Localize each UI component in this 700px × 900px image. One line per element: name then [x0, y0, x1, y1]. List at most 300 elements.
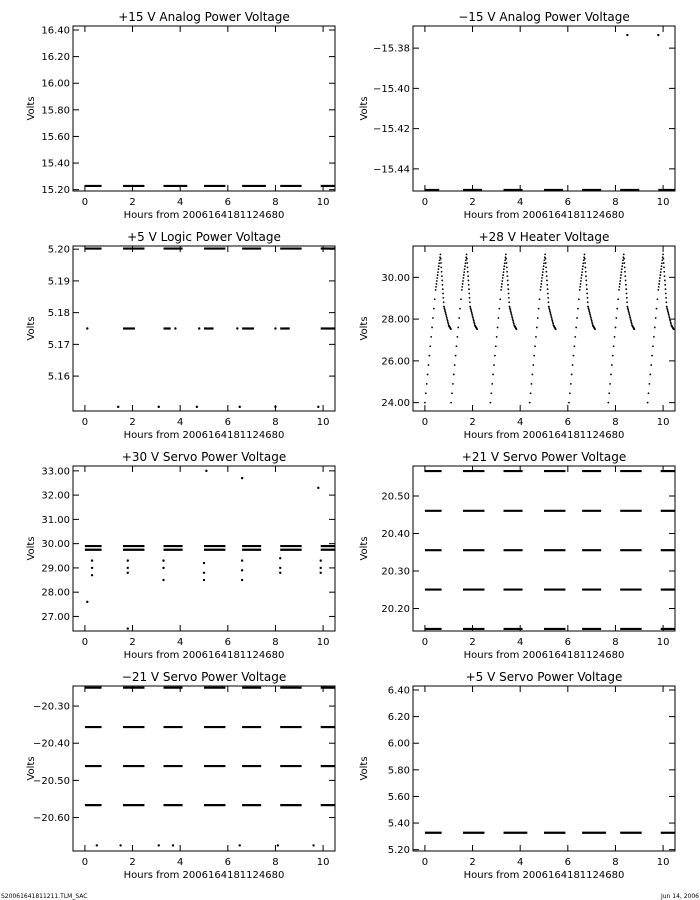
- data-point: [669, 320, 671, 322]
- y-tick-label: 16.00: [41, 78, 70, 90]
- y-tick-label: 20.20: [381, 604, 410, 615]
- x-tick-label: 2: [469, 417, 476, 428]
- data-point: [504, 259, 506, 261]
- data-point: [547, 293, 549, 295]
- data-point: [507, 288, 509, 290]
- data-point: [536, 327, 538, 329]
- y-axis-label: Volts: [359, 536, 370, 561]
- data-point: [470, 310, 472, 312]
- x-axis-label: Hours from 2006164181124680: [463, 210, 625, 221]
- x-tick-label: 2: [129, 197, 136, 208]
- y-tick-label: 30.00: [381, 272, 410, 284]
- data-point: [172, 844, 174, 846]
- data-point: [474, 323, 476, 325]
- data-point: [198, 327, 200, 329]
- data-point: [462, 283, 464, 285]
- data-point: [506, 275, 508, 277]
- data-point: [664, 280, 666, 282]
- data-point: [580, 283, 582, 285]
- data-point: [127, 627, 129, 629]
- data-point: [239, 406, 241, 408]
- data-point: [490, 402, 492, 404]
- data-point: [438, 262, 440, 264]
- data-point: [582, 265, 584, 267]
- data-point: [443, 301, 445, 303]
- data-point: [669, 318, 671, 320]
- data-point: [436, 277, 438, 279]
- data-point: [587, 297, 589, 299]
- data-point: [587, 301, 589, 303]
- x-tick-label: 4: [516, 197, 524, 208]
- data-point: [446, 317, 448, 319]
- data-point: [508, 297, 510, 299]
- data-point: [434, 298, 436, 300]
- data-point: [470, 307, 472, 309]
- y-tick-label: −15.44: [372, 164, 410, 176]
- data-point: [573, 345, 575, 347]
- data-point: [493, 364, 495, 366]
- x-axis-label: Hours from 2006164181124680: [123, 870, 285, 881]
- x-axis-label: Hours from 2006164181124680: [123, 430, 285, 441]
- data-point: [670, 321, 672, 323]
- x-axis-label: Hours from 2006164181124680: [123, 650, 285, 661]
- data-point: [426, 383, 428, 385]
- data-point: [440, 262, 442, 264]
- data-point: [580, 277, 582, 279]
- data-point: [279, 567, 281, 569]
- x-axis-label: Hours from 2006164181124680: [463, 430, 625, 441]
- plot-frame: [73, 466, 335, 631]
- data-point: [542, 271, 544, 273]
- data-point: [549, 310, 551, 312]
- data-point: [585, 275, 587, 277]
- data-point: [508, 301, 510, 303]
- data-point: [624, 275, 626, 277]
- data-point: [162, 579, 164, 581]
- data-point: [277, 844, 279, 846]
- y-tick-label: 15.40: [41, 158, 70, 170]
- x-tick-label: 10: [656, 417, 670, 428]
- x-axis-label: Hours from 2006164181124680: [463, 650, 625, 661]
- data-point: [571, 374, 573, 376]
- data-point: [457, 327, 459, 329]
- data-point: [539, 298, 541, 300]
- data-point: [468, 288, 470, 290]
- data-point: [455, 355, 457, 357]
- data-point: [436, 280, 438, 282]
- data-point: [660, 271, 662, 273]
- data-point: [579, 286, 581, 288]
- data-point: [476, 328, 478, 330]
- data-point: [503, 268, 505, 270]
- data-point: [623, 258, 625, 260]
- data-point: [622, 259, 624, 261]
- data-point: [623, 262, 625, 264]
- data-point: [91, 574, 93, 576]
- x-tick-label: 2: [469, 197, 476, 208]
- data-point: [663, 267, 665, 269]
- data-point: [568, 402, 570, 404]
- data-point: [619, 283, 621, 285]
- data-point: [506, 262, 508, 264]
- x-tick-label: 2: [129, 857, 136, 868]
- data-point: [590, 318, 592, 320]
- data-point: [623, 253, 625, 255]
- data-point: [631, 323, 633, 325]
- data-point: [586, 284, 588, 286]
- data-point: [550, 314, 552, 316]
- y-tick-label: 15.20: [41, 185, 70, 197]
- y-tick-label: 6.00: [387, 738, 410, 750]
- y-axis-label: Volts: [359, 756, 370, 781]
- data-point: [608, 392, 610, 394]
- y-axis-label: Volts: [26, 316, 37, 341]
- data-point: [443, 307, 445, 309]
- data-point: [657, 289, 659, 291]
- x-tick-label: 0: [81, 197, 89, 208]
- data-point: [241, 559, 243, 561]
- data-point: [616, 308, 618, 310]
- data-point: [503, 265, 505, 267]
- data-point: [588, 307, 590, 309]
- x-tick-label: 6: [224, 417, 232, 428]
- y-tick-label: 27.00: [41, 611, 70, 623]
- data-point: [629, 315, 631, 317]
- data-point: [615, 317, 617, 319]
- data-point: [544, 253, 546, 255]
- data-point: [490, 392, 492, 394]
- x-tick-label: 8: [612, 857, 619, 868]
- data-point: [666, 306, 668, 308]
- y-axis-label: Volts: [26, 756, 37, 781]
- data-point: [665, 297, 667, 299]
- x-tick-label: 6: [224, 197, 232, 208]
- x-tick-label: 10: [316, 857, 330, 868]
- data-point: [551, 320, 553, 322]
- data-point: [659, 280, 661, 282]
- y-tick-label: 29.00: [41, 563, 70, 575]
- y-tick-label: 5.17: [47, 339, 70, 351]
- data-point: [651, 355, 653, 357]
- data-point: [630, 321, 632, 323]
- data-point: [578, 298, 580, 300]
- y-tick-label: 5.40: [387, 818, 410, 830]
- data-point: [203, 579, 205, 581]
- data-point: [618, 289, 620, 291]
- data-point: [545, 271, 547, 273]
- data-point: [533, 355, 535, 357]
- data-point: [241, 569, 243, 571]
- x-tick-label: 6: [224, 857, 232, 868]
- data-point: [473, 320, 475, 322]
- data-point: [444, 310, 446, 312]
- data-point: [579, 289, 581, 291]
- data-point: [550, 315, 552, 317]
- data-point: [667, 312, 669, 314]
- y-axis-label: Volts: [26, 96, 37, 121]
- data-point: [468, 293, 470, 295]
- data-point: [673, 328, 675, 330]
- y-tick-label: 16.40: [41, 25, 70, 37]
- data-point: [459, 308, 461, 310]
- data-point: [594, 328, 596, 330]
- data-point: [467, 275, 469, 277]
- y-tick-label: 28.00: [41, 587, 70, 599]
- x-tick-label: 8: [612, 637, 619, 648]
- data-point: [547, 297, 549, 299]
- data-point: [241, 477, 243, 479]
- y-tick-label: 5.19: [47, 276, 70, 288]
- data-point: [429, 345, 431, 347]
- data-point: [441, 271, 443, 273]
- data-point: [463, 277, 465, 279]
- data-point: [585, 280, 587, 282]
- data-point: [446, 318, 448, 320]
- x-tick-label: 0: [421, 197, 429, 208]
- x-tick-label: 6: [564, 857, 572, 868]
- y-tick-label: −20.30: [32, 701, 70, 713]
- x-axis-label: Hours from 2006164181124680: [463, 870, 625, 881]
- data-point: [507, 284, 509, 286]
- chart-title: +21 V Servo Power Voltage: [461, 450, 627, 464]
- plot-frame: [413, 686, 675, 851]
- data-point: [445, 312, 447, 314]
- data-point: [96, 844, 98, 846]
- data-point: [447, 320, 449, 322]
- data-point: [441, 280, 443, 282]
- data-point: [661, 259, 663, 261]
- data-point: [531, 374, 533, 376]
- data-point: [534, 345, 536, 347]
- data-point: [205, 470, 207, 472]
- data-point: [626, 293, 628, 295]
- data-point: [469, 297, 471, 299]
- data-point: [581, 271, 583, 273]
- data-point: [633, 328, 635, 330]
- data-point: [555, 328, 557, 330]
- data-point: [585, 271, 587, 273]
- chart-title: +5 V Servo Power Voltage: [465, 670, 623, 684]
- data-point: [650, 364, 652, 366]
- data-point: [320, 559, 322, 561]
- data-point: [663, 271, 665, 273]
- data-point: [320, 572, 322, 574]
- data-point: [621, 271, 623, 273]
- data-point: [158, 406, 160, 408]
- data-point: [465, 259, 467, 261]
- data-point: [661, 265, 663, 267]
- data-point: [665, 288, 667, 290]
- data-point: [461, 286, 463, 288]
- data-point: [440, 258, 442, 260]
- data-point: [203, 562, 205, 564]
- data-point: [624, 267, 626, 269]
- data-point: [158, 844, 160, 846]
- data-point: [614, 336, 616, 338]
- data-point: [589, 314, 591, 316]
- data-point: [463, 271, 465, 273]
- data-point: [505, 253, 507, 255]
- chart-title: +15 V Analog Power Voltage: [118, 10, 290, 24]
- data-point: [432, 317, 434, 319]
- data-point: [471, 312, 473, 314]
- x-tick-label: 6: [564, 637, 572, 648]
- y-tick-label: 28.00: [381, 314, 410, 326]
- data-point: [582, 268, 584, 270]
- data-point: [162, 559, 164, 561]
- data-point: [441, 275, 443, 277]
- data-point: [630, 320, 632, 322]
- x-tick-label: 4: [176, 417, 184, 428]
- footer-filename: S20061641811211.TLM_SAC: [1, 893, 88, 900]
- y-axis-label: Volts: [26, 536, 37, 561]
- chart-title: +28 V Heater Voltage: [478, 230, 610, 244]
- data-point: [127, 572, 129, 574]
- plot-frame: [413, 246, 675, 411]
- x-tick-label: 2: [129, 417, 136, 428]
- data-point: [572, 364, 574, 366]
- data-point: [665, 293, 667, 295]
- data-point: [580, 280, 582, 282]
- data-point: [461, 289, 463, 291]
- data-point: [450, 328, 452, 330]
- data-point: [472, 315, 474, 317]
- data-point: [453, 374, 455, 376]
- data-point: [274, 327, 276, 329]
- data-point: [664, 275, 666, 277]
- data-point: [591, 321, 593, 323]
- data-point: [627, 309, 629, 311]
- data-point: [583, 259, 585, 261]
- y-tick-label: 6.40: [387, 685, 410, 697]
- chart-2: [359, 10, 675, 221]
- y-tick-label: 5.16: [47, 371, 70, 383]
- data-point: [652, 345, 654, 347]
- data-point: [467, 271, 469, 273]
- chart-4: [359, 230, 675, 441]
- data-point: [530, 392, 532, 394]
- data-point: [435, 289, 437, 291]
- data-point: [548, 301, 550, 303]
- data-point: [472, 318, 474, 320]
- data-point: [626, 34, 628, 36]
- data-point: [662, 258, 664, 260]
- data-point: [435, 286, 437, 288]
- data-point: [658, 286, 660, 288]
- data-point: [162, 567, 164, 569]
- data-point: [586, 293, 588, 295]
- data-point: [460, 298, 462, 300]
- data-point: [535, 336, 537, 338]
- data-point: [442, 288, 444, 290]
- x-tick-label: 10: [316, 197, 330, 208]
- data-point: [174, 327, 176, 329]
- data-point: [658, 283, 660, 285]
- chart-5: [26, 450, 335, 661]
- data-point: [451, 392, 453, 394]
- data-point: [437, 274, 439, 276]
- data-point: [516, 328, 518, 330]
- data-point: [494, 355, 496, 357]
- x-axis-label: Hours from 2006164181124680: [123, 210, 285, 221]
- data-point: [274, 406, 276, 408]
- data-point: [546, 280, 548, 282]
- data-point: [622, 262, 624, 264]
- data-point: [119, 844, 121, 846]
- data-point: [551, 317, 553, 319]
- x-tick-label: 8: [272, 857, 279, 868]
- data-point: [467, 267, 469, 269]
- data-point: [511, 317, 513, 319]
- y-tick-label: 16.20: [41, 52, 70, 64]
- data-point: [473, 321, 475, 323]
- y-axis-label: Volts: [359, 316, 370, 341]
- data-point: [576, 317, 578, 319]
- data-point: [621, 265, 623, 267]
- data-point: [587, 306, 589, 308]
- data-point: [317, 487, 319, 489]
- data-point: [549, 312, 551, 314]
- data-point: [666, 307, 668, 309]
- data-point: [464, 268, 466, 270]
- chart-8: [359, 670, 675, 881]
- chart-title: +30 V Servo Power Voltage: [121, 450, 287, 464]
- data-point: [662, 253, 664, 255]
- data-point: [452, 383, 454, 385]
- y-tick-label: 15.80: [41, 105, 70, 117]
- data-point: [545, 258, 547, 260]
- x-tick-label: 4: [176, 637, 184, 648]
- data-point: [492, 374, 494, 376]
- x-tick-label: 8: [612, 197, 619, 208]
- data-point: [497, 327, 499, 329]
- data-point: [469, 306, 471, 308]
- data-point: [503, 271, 505, 273]
- data-point: [438, 265, 440, 267]
- data-point: [665, 301, 667, 303]
- data-point: [627, 307, 629, 309]
- data-point: [511, 315, 513, 317]
- data-point: [611, 364, 613, 366]
- data-point: [548, 306, 550, 308]
- data-point: [569, 392, 571, 394]
- x-tick-label: 8: [612, 417, 619, 428]
- data-point: [512, 320, 514, 322]
- data-point: [619, 280, 621, 282]
- data-point: [541, 280, 543, 282]
- data-point: [500, 289, 502, 291]
- y-tick-label: −15.40: [372, 83, 410, 95]
- data-point: [86, 601, 88, 603]
- y-tick-label: 15.60: [41, 131, 70, 143]
- data-point: [443, 306, 445, 308]
- data-point: [241, 579, 243, 581]
- data-point: [439, 259, 441, 261]
- data-point: [437, 271, 439, 273]
- data-point: [465, 262, 467, 264]
- data-point: [436, 283, 438, 285]
- data-point: [664, 284, 666, 286]
- data-point: [466, 253, 468, 255]
- x-tick-label: 2: [469, 857, 476, 868]
- data-point: [431, 327, 433, 329]
- data-point: [577, 308, 579, 310]
- data-point: [512, 318, 514, 320]
- data-point: [427, 374, 429, 376]
- data-point: [584, 258, 586, 260]
- data-point: [472, 317, 474, 319]
- data-point: [501, 283, 503, 285]
